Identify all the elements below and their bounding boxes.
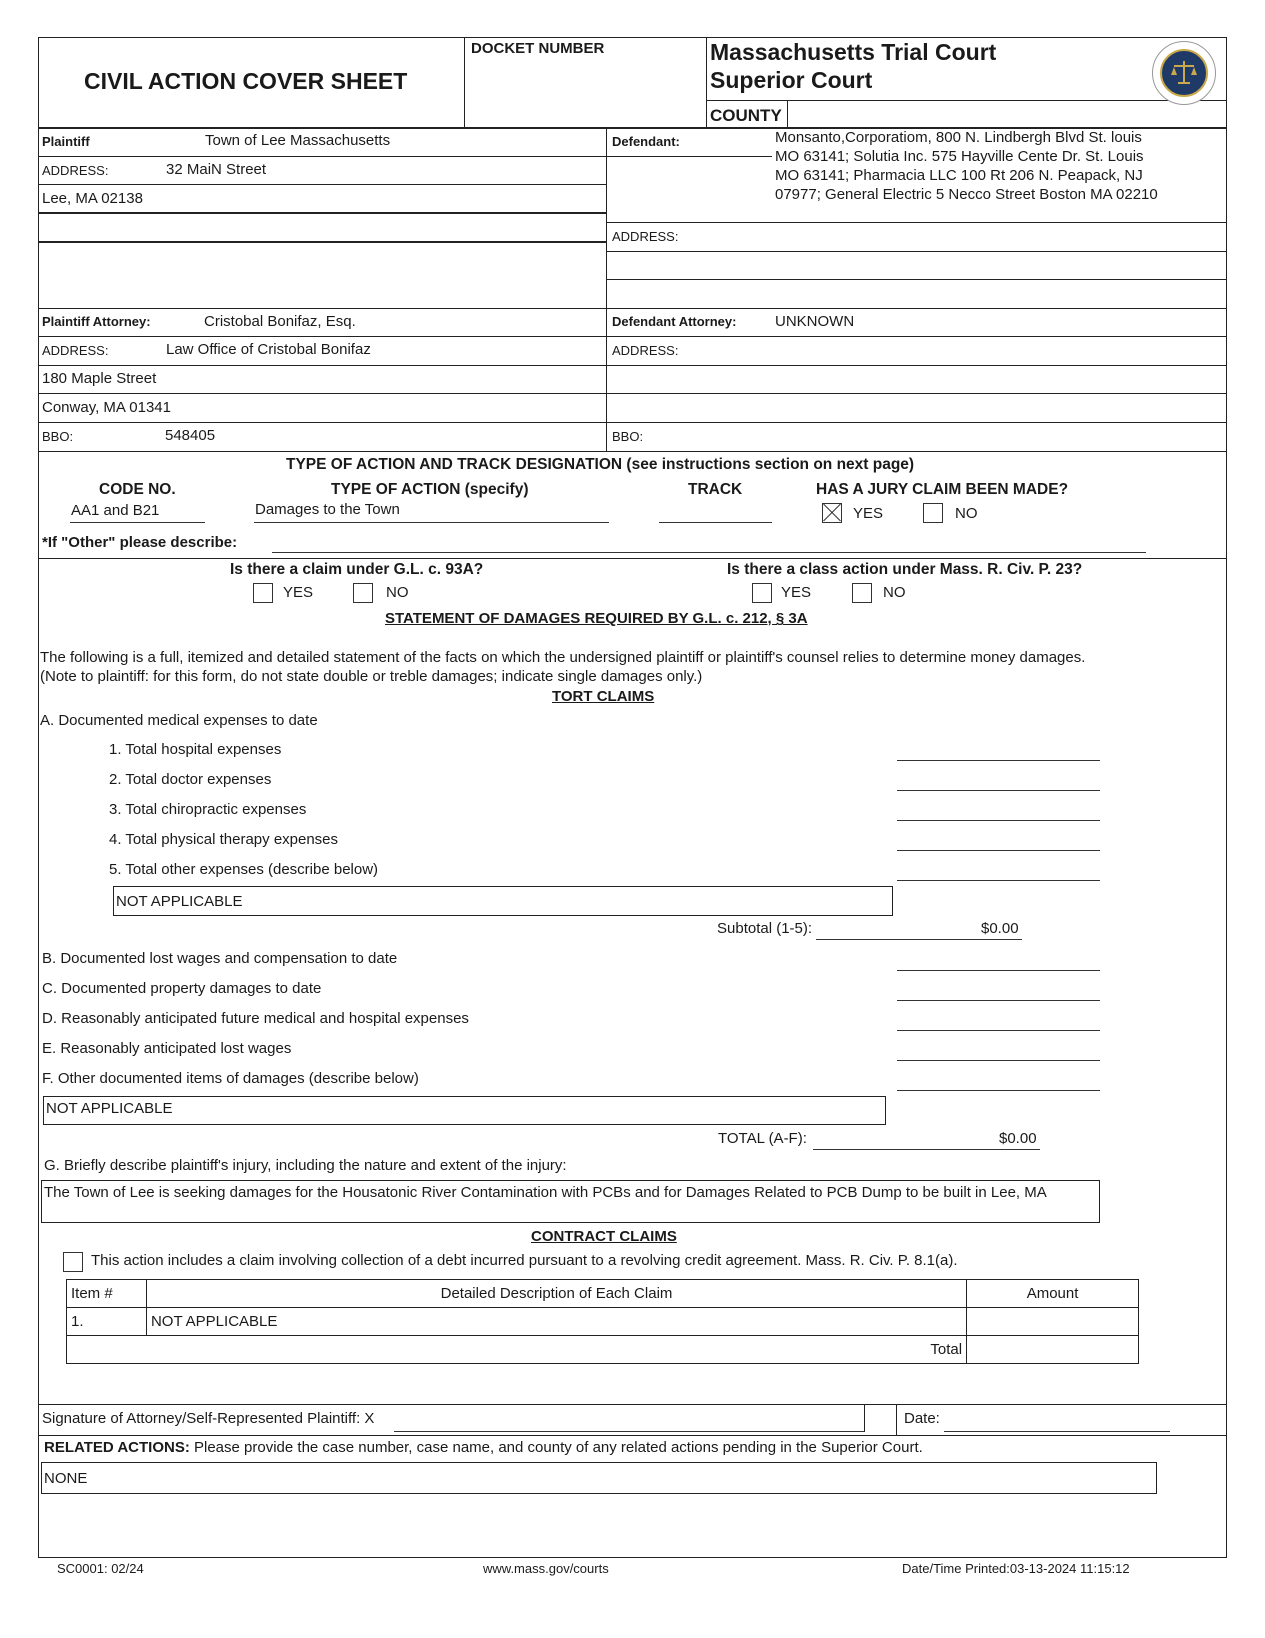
a-item-3: 3. Total chiropractic expenses <box>109 801 307 818</box>
footer-url[interactable]: www.mass.gov/courts <box>483 1561 609 1576</box>
divider <box>38 393 1227 394</box>
a-item-3-amount[interactable] <box>897 820 1100 821</box>
table-total-value[interactable] <box>967 1336 1139 1364</box>
plaintiff-address1: 32 MaiN Street <box>166 161 267 178</box>
plaintiff-attorney-address3: Conway, MA 01341 <box>42 399 171 416</box>
revolving-credit-checkbox[interactable] <box>63 1252 83 1272</box>
jury-yes-label: YES <box>853 505 884 522</box>
a-label: A. Documented medical expenses to date <box>40 712 318 729</box>
f-amount[interactable] <box>897 1090 1100 1091</box>
code-underline <box>70 522 205 523</box>
b-amount[interactable] <box>897 970 1100 971</box>
date-label: Date: <box>904 1410 940 1427</box>
defendant-attorney-address-label: ADDRESS: <box>612 343 679 358</box>
a-item-5: 5. Total other expenses (describe below) <box>109 861 379 878</box>
class-yes-checkbox[interactable] <box>752 583 772 603</box>
divider <box>38 365 1227 366</box>
court-seal-icon <box>1152 41 1216 105</box>
a-item-1-amount[interactable] <box>897 760 1100 761</box>
jury-yes-checkbox[interactable] <box>822 503 842 523</box>
divider <box>896 1405 897 1435</box>
row-amount[interactable] <box>967 1308 1139 1336</box>
g93a-yes-label: YES <box>283 584 314 601</box>
plaintiff-label: Plaintiff <box>42 134 90 149</box>
col-amount-header: Amount <box>967 1280 1139 1308</box>
damages-heading: STATEMENT OF DAMAGES REQUIRED BY G.L. c. 212, § 3A <box>385 610 808 627</box>
code-value: AA1 and B21 <box>71 502 160 519</box>
g93a-no-label: NO <box>386 584 409 601</box>
subtotal-label: Subtotal (1-5): <box>717 920 813 937</box>
divider <box>38 184 606 185</box>
revolving-credit-text: This action includes a claim involving collection of a debt incurred pursuant to a revolving credit agreement. Mass. R. Civ. P. 8.1(a). <box>91 1252 958 1269</box>
f-label: F. Other documented items of damages (describe below) <box>42 1070 419 1087</box>
a-item-4-amount[interactable] <box>897 850 1100 851</box>
a-item-4: 4. Total physical therapy expenses <box>109 831 339 848</box>
e-amount[interactable] <box>897 1060 1100 1061</box>
defendant-attorney-label: Defendant Attorney: <box>612 314 737 329</box>
table-total-row <box>67 1336 1139 1364</box>
a-other-field[interactable] <box>113 886 893 916</box>
divider <box>606 279 1227 280</box>
col-desc-header: Detailed Description of Each Claim <box>146 1280 966 1308</box>
divider <box>38 308 1227 309</box>
other-label: *If "Other" please describe: <box>42 534 238 551</box>
row-item: 1. <box>67 1308 147 1336</box>
col-item-header: Item # <box>67 1280 147 1308</box>
table-header-row <box>67 1280 1139 1308</box>
a-item-5-amount[interactable] <box>897 880 1100 881</box>
injury-description-field[interactable] <box>41 1180 1100 1223</box>
signature-label: Signature of Attorney/Self-Represented Plaintiff: X <box>42 1410 375 1427</box>
plaintiff-address-label: ADDRESS: <box>42 163 109 178</box>
total-value: $0.00 <box>999 1130 1037 1147</box>
g93a-yes-checkbox[interactable] <box>253 583 273 603</box>
divider <box>38 336 1227 337</box>
subtotal-underline <box>816 939 1022 940</box>
related-actions <box>44 1439 923 1456</box>
divider <box>464 37 465 128</box>
a-other-value: NOT APPLICABLE <box>116 893 243 910</box>
g93a-question: Is there a claim under G.L. c. 93A? <box>230 561 484 578</box>
divider <box>606 222 1227 223</box>
plaintiff-attorney-address1: Law Office of Cristobal Bonifaz <box>166 341 371 358</box>
jury-no-label: NO <box>955 505 978 522</box>
f-other-field[interactable] <box>43 1096 886 1125</box>
defendant-names: Monsanto,Corporatiom, 800 N. Lindbergh Blvd St. louis MO 63141; Solutia Inc. 575 Hayville Cente Dr. St. Louis MO 63141; Pharmacia LLC 100 Rt 206 N. Peapack, NJ 07977; General Electric 5 Necco Street Boston MA 02210 <box>775 129 1158 203</box>
divider <box>38 1404 1227 1405</box>
action-heading: TYPE OF ACTION AND TRACK DESIGNATION (see instructions section on next page) <box>286 456 915 473</box>
code-label: CODE NO. <box>99 481 176 498</box>
g93a-no-checkbox[interactable] <box>353 583 373 603</box>
contract-heading: CONTRACT CLAIMS <box>531 1228 677 1245</box>
total-underline <box>813 1149 1040 1150</box>
table-total-label: Total <box>67 1336 967 1364</box>
tort-heading: TORT CLAIMS <box>552 688 655 705</box>
class-no-checkbox[interactable] <box>852 583 872 603</box>
defendant-address-label: ADDRESS: <box>612 229 679 244</box>
divider <box>864 1405 865 1432</box>
g-label: G. Briefly describe plaintiff's injury, including the nature and extent of the injury: <box>44 1157 567 1174</box>
divider <box>38 156 606 157</box>
divider <box>38 558 1227 559</box>
damages-intro1: The following is a full, itemized and detailed statement of the facts on which the undersigned plaintiff or plaintiff's counsel relies to determine money damages. <box>40 649 1086 666</box>
divider <box>38 212 606 214</box>
plaintiff-bbo-label: BBO: <box>42 429 74 444</box>
plaintiff-attorney-address2: 180 Maple Street <box>42 370 157 387</box>
divider <box>706 100 1227 101</box>
signature-field[interactable] <box>394 1431 864 1432</box>
plaintiff-attorney-label: Plaintiff Attorney: <box>42 314 151 329</box>
related-text: Please provide the case number, case name, and county of any related actions pending in the Superior Court. <box>194 1439 923 1456</box>
class-no-label: NO <box>883 584 906 601</box>
printed-timestamp: Date/Time Printed:03-13-2024 11:15:12 <box>902 1561 1130 1576</box>
subtotal-value: $0.00 <box>981 920 1019 937</box>
plaintiff-address2: Lee, MA 02138 <box>42 190 143 207</box>
divider <box>606 128 607 452</box>
contract-claims-table <box>66 1279 1139 1364</box>
county-label: COUNTY <box>710 106 782 125</box>
divider <box>38 422 1227 423</box>
e-label: E. Reasonably anticipated lost wages <box>42 1040 292 1057</box>
f-other-value: NOT APPLICABLE <box>46 1100 173 1117</box>
page-title: CIVIL ACTION COVER SHEET <box>84 68 408 94</box>
divider <box>606 156 772 157</box>
c-label: C. Documented property damages to date <box>42 980 322 997</box>
a-item-1: 1. Total hospital expenses <box>109 741 282 758</box>
court-name: Massachusetts Trial Court <box>710 39 997 65</box>
class-action-question: Is there a class action under Mass. R. Civ. P. 23? <box>727 561 1083 578</box>
divider <box>787 100 788 128</box>
related-actions-field[interactable] <box>41 1462 1157 1494</box>
a-item-2-amount[interactable] <box>897 790 1100 791</box>
defendant-label: Defendant: <box>612 134 680 149</box>
divider <box>38 1435 1227 1436</box>
class-yes-label: YES <box>781 584 812 601</box>
c-amount[interactable] <box>897 1000 1100 1001</box>
damages-intro2: (Note to plaintiff: for this form, do not state double or treble damages; indicate single damages only.) <box>40 668 703 685</box>
type-label: TYPE OF ACTION (specify) <box>331 481 529 498</box>
plaintiff-bbo: 548405 <box>165 427 216 444</box>
plaintiff-attorney-name: Cristobal Bonifaz, Esq. <box>204 313 356 330</box>
track-underline <box>659 522 772 523</box>
divider <box>38 241 606 243</box>
other-underline[interactable] <box>272 552 1146 553</box>
divider <box>38 451 1227 452</box>
defendant-bbo-label: BBO: <box>612 429 644 444</box>
row-desc[interactable]: NOT APPLICABLE <box>146 1308 966 1336</box>
d-amount[interactable] <box>897 1030 1100 1031</box>
jury-no-checkbox[interactable] <box>923 503 943 523</box>
d-label: D. Reasonably anticipated future medical and hospital expenses <box>42 1010 469 1027</box>
plaintiff-name: Town of Lee Massachusetts <box>205 132 391 149</box>
a-item-2: 2. Total doctor expenses <box>109 771 272 788</box>
table-row <box>67 1308 1139 1336</box>
injury-description: The Town of Lee is seeking damages for the Housatonic River Contamination with PCBs and for Damages Related to PCB Dump to be built in Lee, MA <box>44 1184 1047 1201</box>
defendant-attorney-name: UNKNOWN <box>775 313 855 330</box>
type-value: Damages to the Town <box>255 501 400 518</box>
divider <box>606 251 1227 252</box>
form-id: SC0001: 02/24 <box>57 1561 144 1576</box>
docket-label: DOCKET NUMBER <box>471 40 605 57</box>
divider <box>706 37 707 128</box>
related-value: NONE <box>44 1470 88 1487</box>
court-division: Superior Court <box>710 67 873 93</box>
plaintiff-attorney-address-label: ADDRESS: <box>42 343 109 358</box>
total-label: TOTAL (A-F): <box>718 1130 807 1147</box>
b-label: B. Documented lost wages and compensation to date <box>42 950 398 967</box>
jury-label: HAS A JURY CLAIM BEEN MADE? <box>816 481 1069 498</box>
type-underline <box>254 522 609 523</box>
related-label: RELATED ACTIONS: <box>44 1439 190 1456</box>
track-label: TRACK <box>688 481 743 498</box>
date-field[interactable] <box>944 1431 1170 1432</box>
